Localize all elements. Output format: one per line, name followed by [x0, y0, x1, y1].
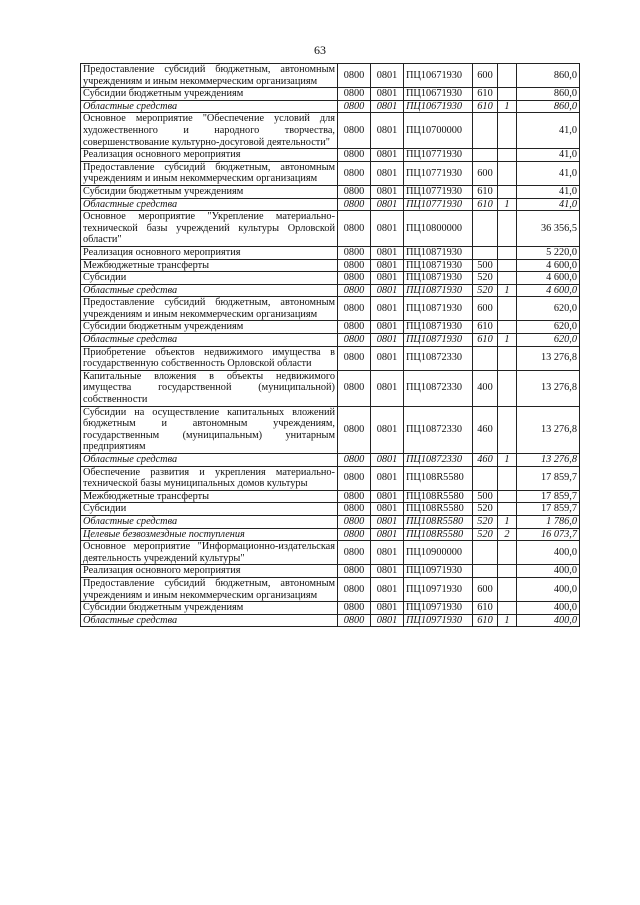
page-number: 63	[314, 43, 326, 57]
section-code: 0800	[338, 64, 371, 88]
target-article-code: ПЦ10700000	[404, 113, 473, 149]
funding-source-code	[498, 64, 517, 88]
subsection-code: 0801	[371, 466, 404, 490]
row-name: Субсидии	[81, 503, 338, 516]
funding-source-code	[498, 161, 517, 185]
table-row	[81, 503, 580, 516]
expense-type-code: 600	[473, 577, 498, 601]
table-row	[81, 406, 580, 453]
section-code: 0800	[338, 541, 371, 565]
target-article-code: ПЦ10872330	[404, 454, 473, 467]
amount: 4 600,0	[517, 259, 580, 272]
funding-source-code: 1	[498, 614, 517, 627]
expense-type-code: 610	[473, 602, 498, 615]
subsection-code: 0801	[371, 64, 404, 88]
expense-type-code: 610	[473, 88, 498, 101]
expense-type-code: 520	[473, 528, 498, 541]
expense-type-code	[473, 565, 498, 578]
table-row	[81, 88, 580, 101]
row-name: Основное мероприятие "Информационно-издательская деятельность учреждений культуры"	[81, 541, 338, 565]
amount: 13 276,8	[517, 370, 580, 406]
table-row	[81, 246, 580, 259]
target-article-code: ПЦ10971930	[404, 565, 473, 578]
table-row	[81, 297, 580, 321]
funding-source-code: 2	[498, 528, 517, 541]
expense-type-code	[473, 466, 498, 490]
row-name: Основное мероприятие "Укрепление материально-технической базы учреждений культуры Орловской области"	[81, 211, 338, 247]
funding-source-code	[498, 490, 517, 503]
target-article-code: ПЦ10971930	[404, 602, 473, 615]
subsection-code: 0801	[371, 503, 404, 516]
subsection-code: 0801	[371, 185, 404, 198]
table-row	[81, 602, 580, 615]
table-row	[81, 149, 580, 162]
section-code: 0800	[338, 113, 371, 149]
target-article-code: ПЦ10771930	[404, 185, 473, 198]
target-article-code: ПЦ10971930	[404, 577, 473, 601]
expense-type-code: 520	[473, 284, 498, 297]
table-row	[81, 370, 580, 406]
row-name: Субсидии бюджетным учреждениям	[81, 185, 338, 198]
amount: 860,0	[517, 88, 580, 101]
section-code: 0800	[338, 602, 371, 615]
amount: 620,0	[517, 334, 580, 347]
funding-source-code	[498, 565, 517, 578]
section-code: 0800	[338, 185, 371, 198]
table-row	[81, 515, 580, 528]
expense-type-code: 600	[473, 64, 498, 88]
section-code: 0800	[338, 149, 371, 162]
section-code: 0800	[338, 614, 371, 627]
expense-type-code	[473, 149, 498, 162]
table-row	[81, 614, 580, 627]
table-row	[81, 100, 580, 113]
table-row	[81, 211, 580, 247]
target-article-code: ПЦ10871930	[404, 272, 473, 285]
subsection-code: 0801	[371, 113, 404, 149]
section-code: 0800	[338, 88, 371, 101]
expense-type-code: 600	[473, 161, 498, 185]
table-row	[81, 490, 580, 503]
section-code: 0800	[338, 321, 371, 334]
row-name: Целевые безвозмездные поступления	[81, 528, 338, 541]
subsection-code: 0801	[371, 370, 404, 406]
subsection-code: 0801	[371, 272, 404, 285]
subsection-code: 0801	[371, 198, 404, 211]
table-row	[81, 64, 580, 88]
expense-type-code: 520	[473, 272, 498, 285]
table-row	[81, 272, 580, 285]
subsection-code: 0801	[371, 528, 404, 541]
target-article-code: ПЦ108R5580	[404, 528, 473, 541]
target-article-code: ПЦ108R5580	[404, 490, 473, 503]
amount: 860,0	[517, 100, 580, 113]
table-row	[81, 565, 580, 578]
section-code: 0800	[338, 198, 371, 211]
subsection-code: 0801	[371, 100, 404, 113]
amount: 17 859,7	[517, 466, 580, 490]
table-row	[81, 259, 580, 272]
amount: 4 600,0	[517, 284, 580, 297]
target-article-code: ПЦ10771930	[404, 198, 473, 211]
amount: 41,0	[517, 161, 580, 185]
target-article-code: ПЦ10871930	[404, 284, 473, 297]
expense-type-code: 460	[473, 454, 498, 467]
amount: 400,0	[517, 577, 580, 601]
amount: 41,0	[517, 113, 580, 149]
section-code: 0800	[338, 297, 371, 321]
section-code: 0800	[338, 503, 371, 516]
row-name: Предоставление субсидий бюджетным, автономным учреждениям и иным некоммерческим организациям	[81, 161, 338, 185]
table-body	[81, 64, 580, 627]
target-article-code: ПЦ10871930	[404, 297, 473, 321]
target-article-code: ПЦ108R5580	[404, 515, 473, 528]
expense-type-code: 610	[473, 321, 498, 334]
funding-source-code: 1	[498, 334, 517, 347]
expense-type-code	[473, 346, 498, 370]
row-name: Областные средства	[81, 284, 338, 297]
section-code: 0800	[338, 406, 371, 453]
row-name: Капитальные вложения в объекты недвижимого имущества государственной (муниципальной) собственности	[81, 370, 338, 406]
funding-source-code	[498, 272, 517, 285]
funding-source-code	[498, 321, 517, 334]
funding-source-code: 1	[498, 454, 517, 467]
amount: 860,0	[517, 64, 580, 88]
amount: 620,0	[517, 321, 580, 334]
row-name: Областные средства	[81, 198, 338, 211]
table-row	[81, 454, 580, 467]
subsection-code: 0801	[371, 88, 404, 101]
section-code: 0800	[338, 528, 371, 541]
section-code: 0800	[338, 346, 371, 370]
section-code: 0800	[338, 334, 371, 347]
section-code: 0800	[338, 490, 371, 503]
subsection-code: 0801	[371, 565, 404, 578]
funding-source-code	[498, 577, 517, 601]
expense-type-code: 610	[473, 185, 498, 198]
funding-source-code	[498, 246, 517, 259]
funding-source-code	[498, 541, 517, 565]
table-row	[81, 541, 580, 565]
row-name: Областные средства	[81, 515, 338, 528]
funding-source-code: 1	[498, 284, 517, 297]
amount: 17 859,7	[517, 490, 580, 503]
expense-type-code	[473, 541, 498, 565]
funding-source-code	[498, 259, 517, 272]
funding-source-code: 1	[498, 100, 517, 113]
amount: 13 276,8	[517, 346, 580, 370]
row-name: Реализация основного мероприятия	[81, 246, 338, 259]
target-article-code: ПЦ10871930	[404, 321, 473, 334]
row-name: Предоставление субсидий бюджетным, автономным учреждениям и иным некоммерческим организациям	[81, 64, 338, 88]
table-row	[81, 466, 580, 490]
expense-type-code: 520	[473, 515, 498, 528]
table-row	[81, 198, 580, 211]
amount: 36 356,5	[517, 211, 580, 247]
row-name: Субсидии на осуществление капитальных вложений бюджетным и автономным учреждениям, государственным (муниципальным) унитарным предприятиям	[81, 406, 338, 453]
funding-source-code: 1	[498, 198, 517, 211]
amount: 41,0	[517, 149, 580, 162]
target-article-code: ПЦ10671930	[404, 64, 473, 88]
target-article-code: ПЦ10872330	[404, 370, 473, 406]
row-name: Обеспечение развития и укрепления материально-технической базы муниципальных домов культуры	[81, 466, 338, 490]
funding-source-code	[498, 149, 517, 162]
expense-type-code: 610	[473, 198, 498, 211]
expense-type-code: 610	[473, 100, 498, 113]
section-code: 0800	[338, 565, 371, 578]
amount: 400,0	[517, 565, 580, 578]
funding-source-code	[498, 211, 517, 247]
amount: 400,0	[517, 614, 580, 627]
section-code: 0800	[338, 246, 371, 259]
funding-source-code	[498, 466, 517, 490]
row-name: Предоставление субсидий бюджетным, автономным учреждениям и иным некоммерческим организациям	[81, 577, 338, 601]
target-article-code: ПЦ10872330	[404, 346, 473, 370]
section-code: 0800	[338, 515, 371, 528]
section-code: 0800	[338, 211, 371, 247]
row-name: Субсидии бюджетным учреждениям	[81, 321, 338, 334]
expense-type-code	[473, 113, 498, 149]
section-code: 0800	[338, 466, 371, 490]
subsection-code: 0801	[371, 541, 404, 565]
subsection-code: 0801	[371, 284, 404, 297]
amount: 1 786,0	[517, 515, 580, 528]
row-name: Межбюджетные трансферты	[81, 259, 338, 272]
subsection-code: 0801	[371, 406, 404, 453]
amount: 41,0	[517, 185, 580, 198]
expense-type-code	[473, 246, 498, 259]
target-article-code: ПЦ10800000	[404, 211, 473, 247]
expense-type-code: 400	[473, 370, 498, 406]
funding-source-code	[498, 370, 517, 406]
funding-source-code	[498, 602, 517, 615]
table-row	[81, 577, 580, 601]
row-name: Областные средства	[81, 100, 338, 113]
subsection-code: 0801	[371, 149, 404, 162]
amount: 400,0	[517, 541, 580, 565]
row-name: Областные средства	[81, 614, 338, 627]
expense-type-code: 610	[473, 614, 498, 627]
subsection-code: 0801	[371, 211, 404, 247]
table-row	[81, 185, 580, 198]
row-name: Предоставление субсидий бюджетным, автономным учреждениям и иным некоммерческим организациям	[81, 297, 338, 321]
amount: 17 859,7	[517, 503, 580, 516]
row-name: Субсидии бюджетным учреждениям	[81, 602, 338, 615]
amount: 400,0	[517, 602, 580, 615]
amount: 5 220,0	[517, 246, 580, 259]
row-name: Областные средства	[81, 454, 338, 467]
table-row	[81, 284, 580, 297]
funding-source-code	[498, 185, 517, 198]
target-article-code: ПЦ10771930	[404, 149, 473, 162]
expense-type-code: 460	[473, 406, 498, 453]
section-code: 0800	[338, 454, 371, 467]
amount: 16 073,7	[517, 528, 580, 541]
funding-source-code: 1	[498, 515, 517, 528]
funding-source-code	[498, 406, 517, 453]
target-article-code: ПЦ10671930	[404, 100, 473, 113]
expense-type-code	[473, 211, 498, 247]
row-name: Реализация основного мероприятия	[81, 149, 338, 162]
target-article-code: ПЦ10900000	[404, 541, 473, 565]
section-code: 0800	[338, 272, 371, 285]
funding-source-code	[498, 297, 517, 321]
budget-table	[80, 63, 580, 627]
subsection-code: 0801	[371, 602, 404, 615]
section-code: 0800	[338, 577, 371, 601]
target-article-code: ПЦ108R5580	[404, 466, 473, 490]
subsection-code: 0801	[371, 577, 404, 601]
row-name: Межбюджетные трансферты	[81, 490, 338, 503]
section-code: 0800	[338, 284, 371, 297]
funding-source-code	[498, 346, 517, 370]
subsection-code: 0801	[371, 490, 404, 503]
target-article-code: ПЦ10671930	[404, 88, 473, 101]
table-row	[81, 528, 580, 541]
table-row	[81, 113, 580, 149]
subsection-code: 0801	[371, 515, 404, 528]
section-code: 0800	[338, 259, 371, 272]
subsection-code: 0801	[371, 297, 404, 321]
section-code: 0800	[338, 370, 371, 406]
amount: 13 276,8	[517, 454, 580, 467]
row-name: Приобретение объектов недвижимого имущества в государственную собственность Орловской области	[81, 346, 338, 370]
table-row	[81, 161, 580, 185]
subsection-code: 0801	[371, 334, 404, 347]
subsection-code: 0801	[371, 614, 404, 627]
expense-type-code: 500	[473, 490, 498, 503]
expense-type-code: 520	[473, 503, 498, 516]
target-article-code: ПЦ10871930	[404, 259, 473, 272]
funding-source-code	[498, 88, 517, 101]
section-code: 0800	[338, 161, 371, 185]
target-article-code: ПЦ10771930	[404, 161, 473, 185]
target-article-code: ПЦ10872330	[404, 406, 473, 453]
expense-type-code: 610	[473, 334, 498, 347]
table-row	[81, 334, 580, 347]
table-row	[81, 321, 580, 334]
target-article-code: ПЦ10971930	[404, 614, 473, 627]
subsection-code: 0801	[371, 161, 404, 185]
subsection-code: 0801	[371, 259, 404, 272]
target-article-code: ПЦ108R5580	[404, 503, 473, 516]
row-name: Основное мероприятие "Обеспечение условий для художественного и народного творчества, совершенствование культурно-досуговой деятельности"	[81, 113, 338, 149]
funding-source-code	[498, 113, 517, 149]
subsection-code: 0801	[371, 246, 404, 259]
table-row	[81, 346, 580, 370]
funding-source-code	[498, 503, 517, 516]
subsection-code: 0801	[371, 346, 404, 370]
expense-type-code: 600	[473, 297, 498, 321]
expense-type-code: 500	[473, 259, 498, 272]
row-name: Областные средства	[81, 334, 338, 347]
row-name: Субсидии	[81, 272, 338, 285]
target-article-code: ПЦ10871930	[404, 246, 473, 259]
row-name: Субсидии бюджетным учреждениям	[81, 88, 338, 101]
amount: 41,0	[517, 198, 580, 211]
amount: 4 600,0	[517, 272, 580, 285]
section-code: 0800	[338, 100, 371, 113]
row-name: Реализация основного мероприятия	[81, 565, 338, 578]
subsection-code: 0801	[371, 454, 404, 467]
amount: 620,0	[517, 297, 580, 321]
amount: 13 276,8	[517, 406, 580, 453]
subsection-code: 0801	[371, 321, 404, 334]
target-article-code: ПЦ10871930	[404, 334, 473, 347]
